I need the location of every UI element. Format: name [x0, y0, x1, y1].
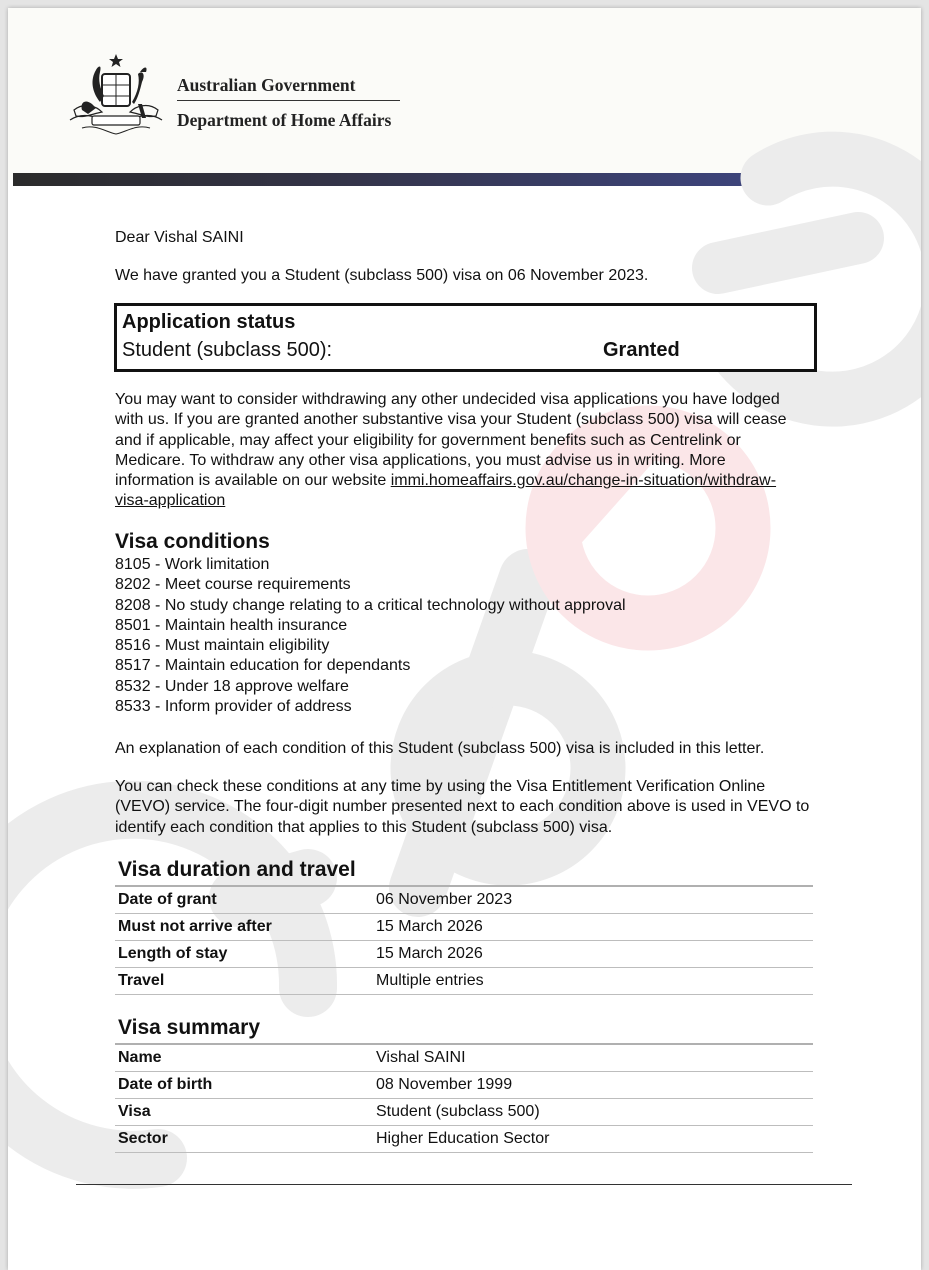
condition-item: 8208 - No study change relating to a critical technology without approval [115, 596, 626, 614]
status-visa-label: Student (subclass 500): [122, 339, 333, 361]
row-value: Vishal SAINI [376, 1049, 466, 1066]
salutation: Dear Vishal SAINI [115, 229, 244, 246]
grant-intro: We have granted you a Student (subclass 500) visa on 06 November 2023. [115, 267, 649, 284]
table-row [115, 1126, 813, 1153]
row-value: 08 November 1999 [376, 1076, 513, 1093]
table-row [115, 968, 813, 995]
row-label: Sector [118, 1130, 168, 1147]
table-row [115, 885, 813, 914]
row-value: Multiple entries [376, 972, 484, 989]
condition-item: 8202 - Meet course requirements [115, 576, 351, 594]
visa-duration-title: Visa duration and travel [118, 858, 356, 881]
row-value: Student (subclass 500) [376, 1103, 540, 1120]
condition-item: 8105 - Work limitation [115, 556, 270, 573]
withdraw-paragraph [115, 390, 805, 512]
letter-page [8, 8, 921, 1270]
visa-conditions-title: Visa conditions [115, 530, 270, 553]
condition-item: 8533 - Inform provider of address [115, 698, 352, 716]
department-name: Department of Home Affairs [177, 110, 392, 130]
row-label: Date of birth [118, 1076, 213, 1093]
row-label: Must not arrive after [118, 918, 272, 935]
condition-item: 8517 - Maintain education for dependants [115, 657, 411, 675]
status-title: Application status [122, 311, 296, 333]
application-status-box [114, 303, 817, 372]
row-value: 15 March 2026 [376, 918, 483, 935]
footer-divider [76, 1184, 852, 1185]
withdraw-info-link[interactable]: immi.homeaffairs.gov.au/change-in-situation/withdraw-visa-application [115, 472, 777, 510]
row-value: Higher Education Sector [376, 1130, 550, 1147]
table-row [115, 1072, 813, 1099]
condition-item: 8516 - Must maintain eligibility [115, 637, 330, 655]
row-label: Visa [118, 1103, 151, 1120]
row-label: Length of stay [118, 945, 228, 962]
row-value: 15 March 2026 [376, 945, 483, 962]
table-row [115, 1099, 813, 1126]
condition-item: 8532 - Under 18 approve welfare [115, 677, 349, 695]
visa-summary-title: Visa summary [118, 1016, 261, 1039]
visa-duration-table [115, 885, 813, 995]
row-label: Name [118, 1049, 162, 1066]
table-row [115, 941, 813, 968]
table-row [115, 914, 813, 941]
condition-item: 8501 - Maintain health insurance [115, 616, 348, 634]
withdraw-text: You may want to consider withdrawing any other undecided visa applications you have lodged with us. If you are granted another substantive visa your Student (subclass 500) visa will cease and if applicable, may affect your eligibility for government benefits such as Centrelink or Medicare. To withdraw any other visa applications, you must advise us in writing. More information is available on our website [115, 391, 787, 490]
row-value: 06 November 2023 [376, 891, 513, 908]
row-label: Travel [118, 972, 165, 989]
conditions-explanation: An explanation of each condition of this Student (subclass 500) visa is included in this letter. [115, 740, 765, 757]
government-name: Australian Government [177, 75, 356, 95]
visa-summary-table [115, 1043, 813, 1153]
vevo-paragraph: You can check these conditions at any time by using the Visa Entitlement Verification Online (VEVO) service. The four-digit number presented next to each condition above is used in VEVO to identify each condition that applies to this Student (subclass 500) visa. [115, 778, 810, 836]
visa-conditions-list [115, 555, 626, 717]
status-value: Granted [603, 339, 680, 361]
row-label: Date of grant [118, 891, 217, 908]
table-row [115, 1043, 813, 1072]
